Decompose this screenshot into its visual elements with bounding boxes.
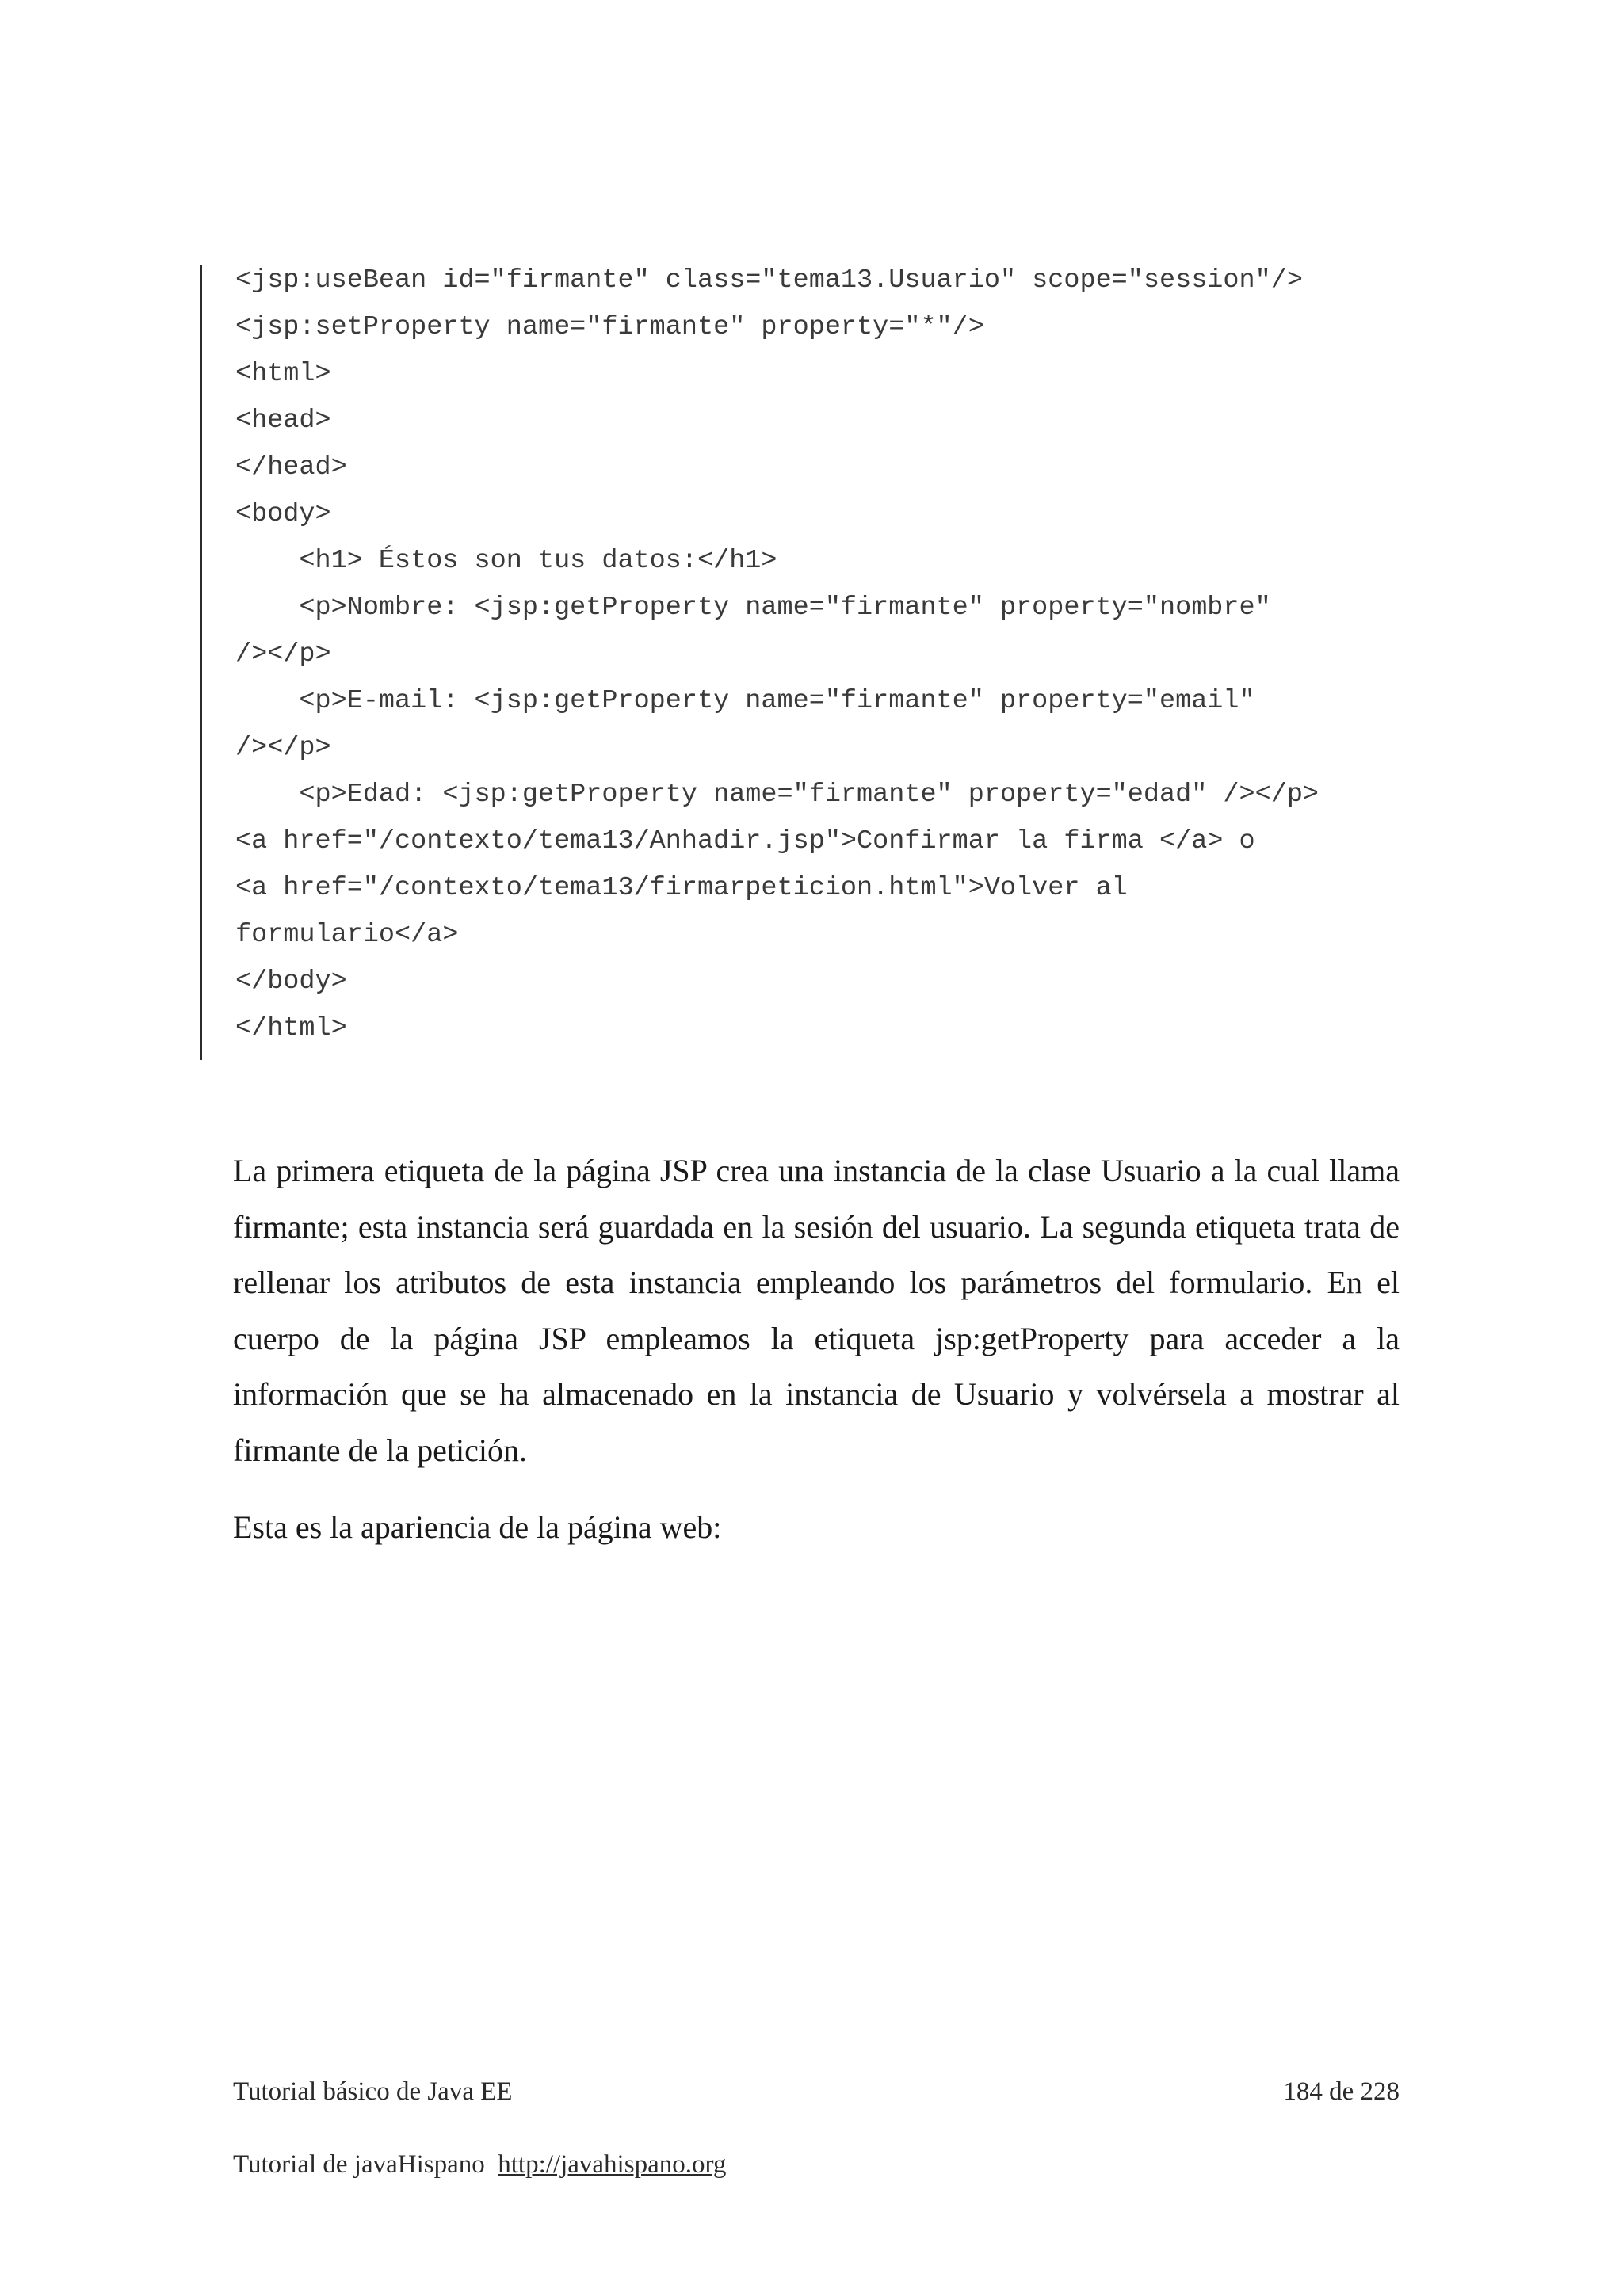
footer-credit: [233, 2149, 726, 2180]
body-paragraph: Esta es la apariencia de la página web:: [233, 1509, 722, 1545]
code-line: </body>: [235, 967, 347, 997]
code-line: <p>E-mail: <jsp:getProperty name="firmante" property="email": [235, 686, 1255, 716]
code-line: <jsp:setProperty name="firmante" property="*"/>: [235, 312, 984, 342]
page-number: 184 de 228: [1283, 2077, 1400, 2106]
code-line: <body>: [235, 499, 331, 529]
footer-title: Tutorial básico de Java EE: [233, 2077, 513, 2106]
code-line: <h1> Éstos son tus datos:</h1>: [235, 546, 777, 576]
code-line: <a href="/contexto/tema13/Anhadir.jsp">Confirmar la firma </a> o: [235, 826, 1255, 856]
code-line: formulario</a>: [235, 920, 459, 950]
code-line: /></p>: [235, 639, 331, 669]
code-line: </html>: [235, 1013, 347, 1043]
footer-credit-prefix: Tutorial de javaHispano: [233, 2150, 485, 2179]
code-line: <p>Nombre: <jsp:getProperty name="firmante" property="nombre": [235, 593, 1271, 623]
code-line: </head>: [235, 452, 347, 482]
footer-credit-link[interactable]: http://javahispano.org: [498, 2150, 727, 2179]
code-line: <head>: [235, 406, 331, 436]
code-listing: [200, 265, 1407, 1060]
code-line: /></p>: [235, 733, 331, 763]
code-line: <a href="/contexto/tema13/firmarpeticion.html">Volver al: [235, 873, 1128, 903]
code-line: <jsp:useBean id="firmante" class="tema13.Usuario" scope="session"/>: [235, 265, 1303, 296]
code-line: <p>Edad: <jsp:getProperty name="firmante" property="edad" /></p>: [235, 780, 1319, 810]
code-line: <html>: [235, 359, 331, 389]
body-paragraph: La primera etiqueta de la página JSP crea una instancia de la clase Usuario a la cual llama firmante; esta instancia será guardada en la sesión del usuario. La segunda etiqueta trata de rellenar los atributos de esta instancia empleando los parámetros del formulario. En el cuerpo de la página JSP empleamos la etiqueta jsp:getProperty para acceder a la información que se ha almacenado en la instancia de Usuario y volvérsela a mostrar al firmante de la petición.: [233, 1153, 1400, 1468]
